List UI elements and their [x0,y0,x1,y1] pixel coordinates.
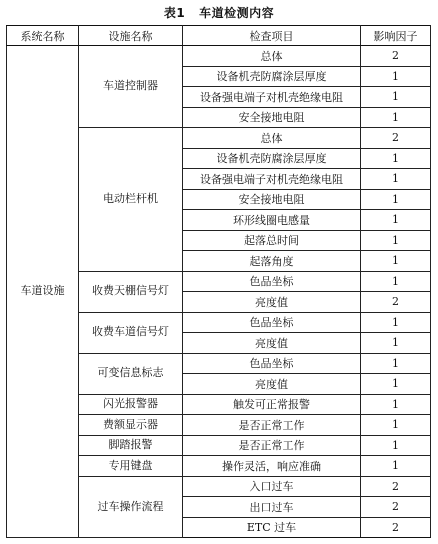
check-item-cell: 总体 [183,128,361,149]
impact-factor-cell: 1 [361,415,431,436]
check-item-cell: 设备机壳防腐涂层厚度 [183,66,361,87]
facility-name-cell: 费额显示器 [79,415,183,436]
check-item-cell: 环形线圈电感量 [183,210,361,231]
check-item-cell: 安全接地电阻 [183,107,361,128]
impact-factor-cell: 1 [361,230,431,251]
facility-name-cell: 收费天棚信号灯 [79,271,183,312]
check-item-cell: 设备强电端子对机壳绝缘电阻 [183,87,361,108]
impact-factor-cell: 1 [361,456,431,477]
check-item-cell: 亮度值 [183,374,361,395]
impact-factor-cell: 1 [361,333,431,354]
impact-factor-cell: 2 [361,128,431,149]
impact-factor-cell: 1 [361,435,431,456]
check-item-cell: 色品坐标 [183,312,361,333]
facility-name-cell: 车道控制器 [79,46,183,128]
check-item-cell: 起落角度 [183,251,361,272]
check-item-cell: 是否正常工作 [183,435,361,456]
check-item-cell: 亮度值 [183,333,361,354]
check-item-cell: 亮度值 [183,292,361,313]
impact-factor-cell: 1 [361,148,431,169]
check-item-cell: 入口过车 [183,476,361,497]
system-name-cell: 车道设施 [7,46,79,538]
impact-factor-cell: 1 [361,394,431,415]
table-caption [0,0,438,25]
impact-factor-cell: 1 [361,189,431,210]
header-row [7,26,431,46]
facility-name-cell: 脚踏报警 [79,435,183,456]
impact-factor-cell: 1 [361,87,431,108]
table-title: 车道检测内容 [199,6,275,20]
facility-name-cell: 收费车道信号灯 [79,312,183,353]
check-item-cell: 总体 [183,46,361,67]
check-item-cell: 色品坐标 [183,353,361,374]
impact-factor-cell: 1 [361,66,431,87]
impact-factor-cell: 1 [361,374,431,395]
facility-name-cell: 闪光报警器 [79,394,183,415]
impact-factor-cell: 2 [361,292,431,313]
impact-factor-cell: 2 [361,517,431,538]
impact-factor-cell: 2 [361,497,431,518]
impact-factor-cell: 1 [361,107,431,128]
impact-factor-cell: 1 [361,312,431,333]
check-item-cell: ETC 过车 [183,517,361,538]
impact-factor-cell: 2 [361,46,431,67]
inspection-table [6,25,431,538]
check-item-cell: 设备强电端子对机壳绝缘电阻 [183,169,361,190]
header-system: 系统名称 [7,26,79,46]
facility-name-cell: 电动栏杆机 [79,128,183,272]
impact-factor-cell: 2 [361,476,431,497]
header-item: 检查项目 [183,26,361,46]
facility-name-cell: 专用键盘 [79,456,183,477]
table-body [7,46,431,538]
facility-name-cell: 可变信息标志 [79,353,183,394]
table-number: 表1 [163,6,186,20]
table-row [7,46,431,67]
check-item-cell: 出口过车 [183,497,361,518]
check-item-cell: 色品坐标 [183,271,361,292]
impact-factor-cell: 1 [361,353,431,374]
check-item-cell: 安全接地电阻 [183,189,361,210]
impact-factor-cell: 1 [361,169,431,190]
check-item-cell: 触发可正常报警 [183,394,361,415]
check-item-cell: 起落总时间 [183,230,361,251]
header-factor: 影响因子 [361,26,431,46]
impact-factor-cell: 1 [361,251,431,272]
check-item-cell: 是否正常工作 [183,415,361,436]
header-facility: 设施名称 [79,26,183,46]
impact-factor-cell: 1 [361,210,431,231]
impact-factor-cell: 1 [361,271,431,292]
check-item-cell: 操作灵活，响应准确 [183,456,361,477]
facility-name-cell: 过车操作流程 [79,476,183,538]
check-item-cell: 设备机壳防腐涂层厚度 [183,148,361,169]
